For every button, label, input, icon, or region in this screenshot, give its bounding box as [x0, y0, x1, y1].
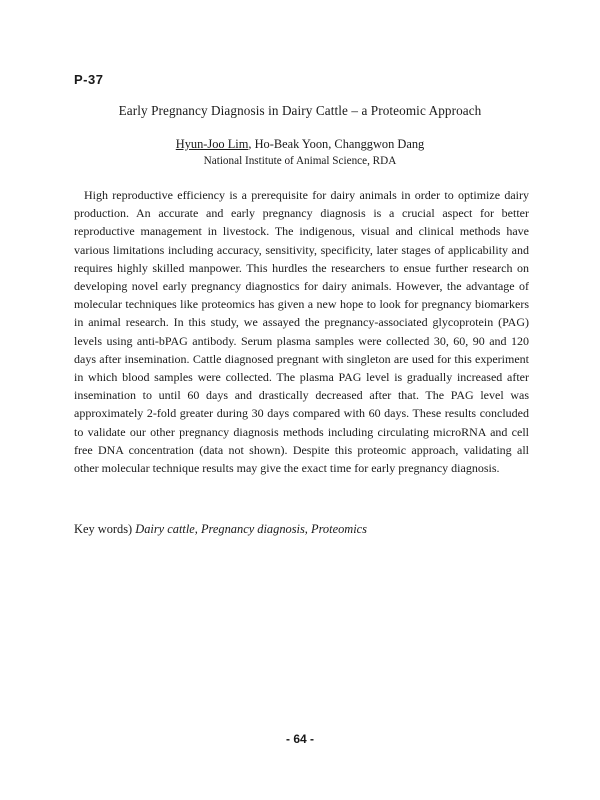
poster-id: P-37	[74, 72, 104, 87]
author-line	[0, 137, 600, 152]
abstract-title: Early Pregnancy Diagnosis in Dairy Cattle – a Proteomic Approach	[118, 103, 482, 118]
keywords-list: Dairy cattle, Pregnancy diagnosis, Proteomics	[135, 522, 367, 536]
page-number: - 64 -	[285, 732, 314, 746]
keywords-label: Key words)	[74, 522, 136, 536]
affiliation: National Institute of Animal Science, RDA	[203, 155, 397, 167]
keywords-line	[74, 522, 534, 537]
co-authors: , Ho-Beak Yoon, Changgwon Dang	[248, 137, 425, 151]
presenting-author: Hyun-Joo Lim	[175, 137, 249, 151]
abstract-body: High reproductive efficiency is a prerequisite for dairy animals in order to optimize dairy production. An accurate and early pregnancy diagnosis is a crucial aspect for better reproductive management in livestock. The indigenous, visual and clinical methods have various limitations including accuracy, sensitivity, specificity, later stages of applicability and requires highly skilled manpower. This hurdles the researchers to ensue further research on developing novel early pregnancy diagnostics for dairy animals. However, the advantage of molecular techniques like proteomics has given a new hope to look for pregnancy biomarkers in animal research. In this study, we assayed the pregnancy-associated glycoprotein (PAG) levels using anti-bPAG antibody. Serum plasma samples were collected 30, 60, 90 and 120 days after insemination. Cattle diagnosed pregnant with singleton are used for this experiment in which blood samples were collected. The plasma PAG level is gradually increased after insemination to until 60 days and drastically decreased after that. The PAG level was approximately 2-fold greater during 30 days compared with 60 days. These results concluded to validate our other pregnancy diagnosis methods including circulating microRNA and cell free DNA concentration (data not shown). Despite this proteomic approach, validating all other molecular technique results may give the exact time for early pregnancy diagnosis.	[74, 188, 529, 476]
